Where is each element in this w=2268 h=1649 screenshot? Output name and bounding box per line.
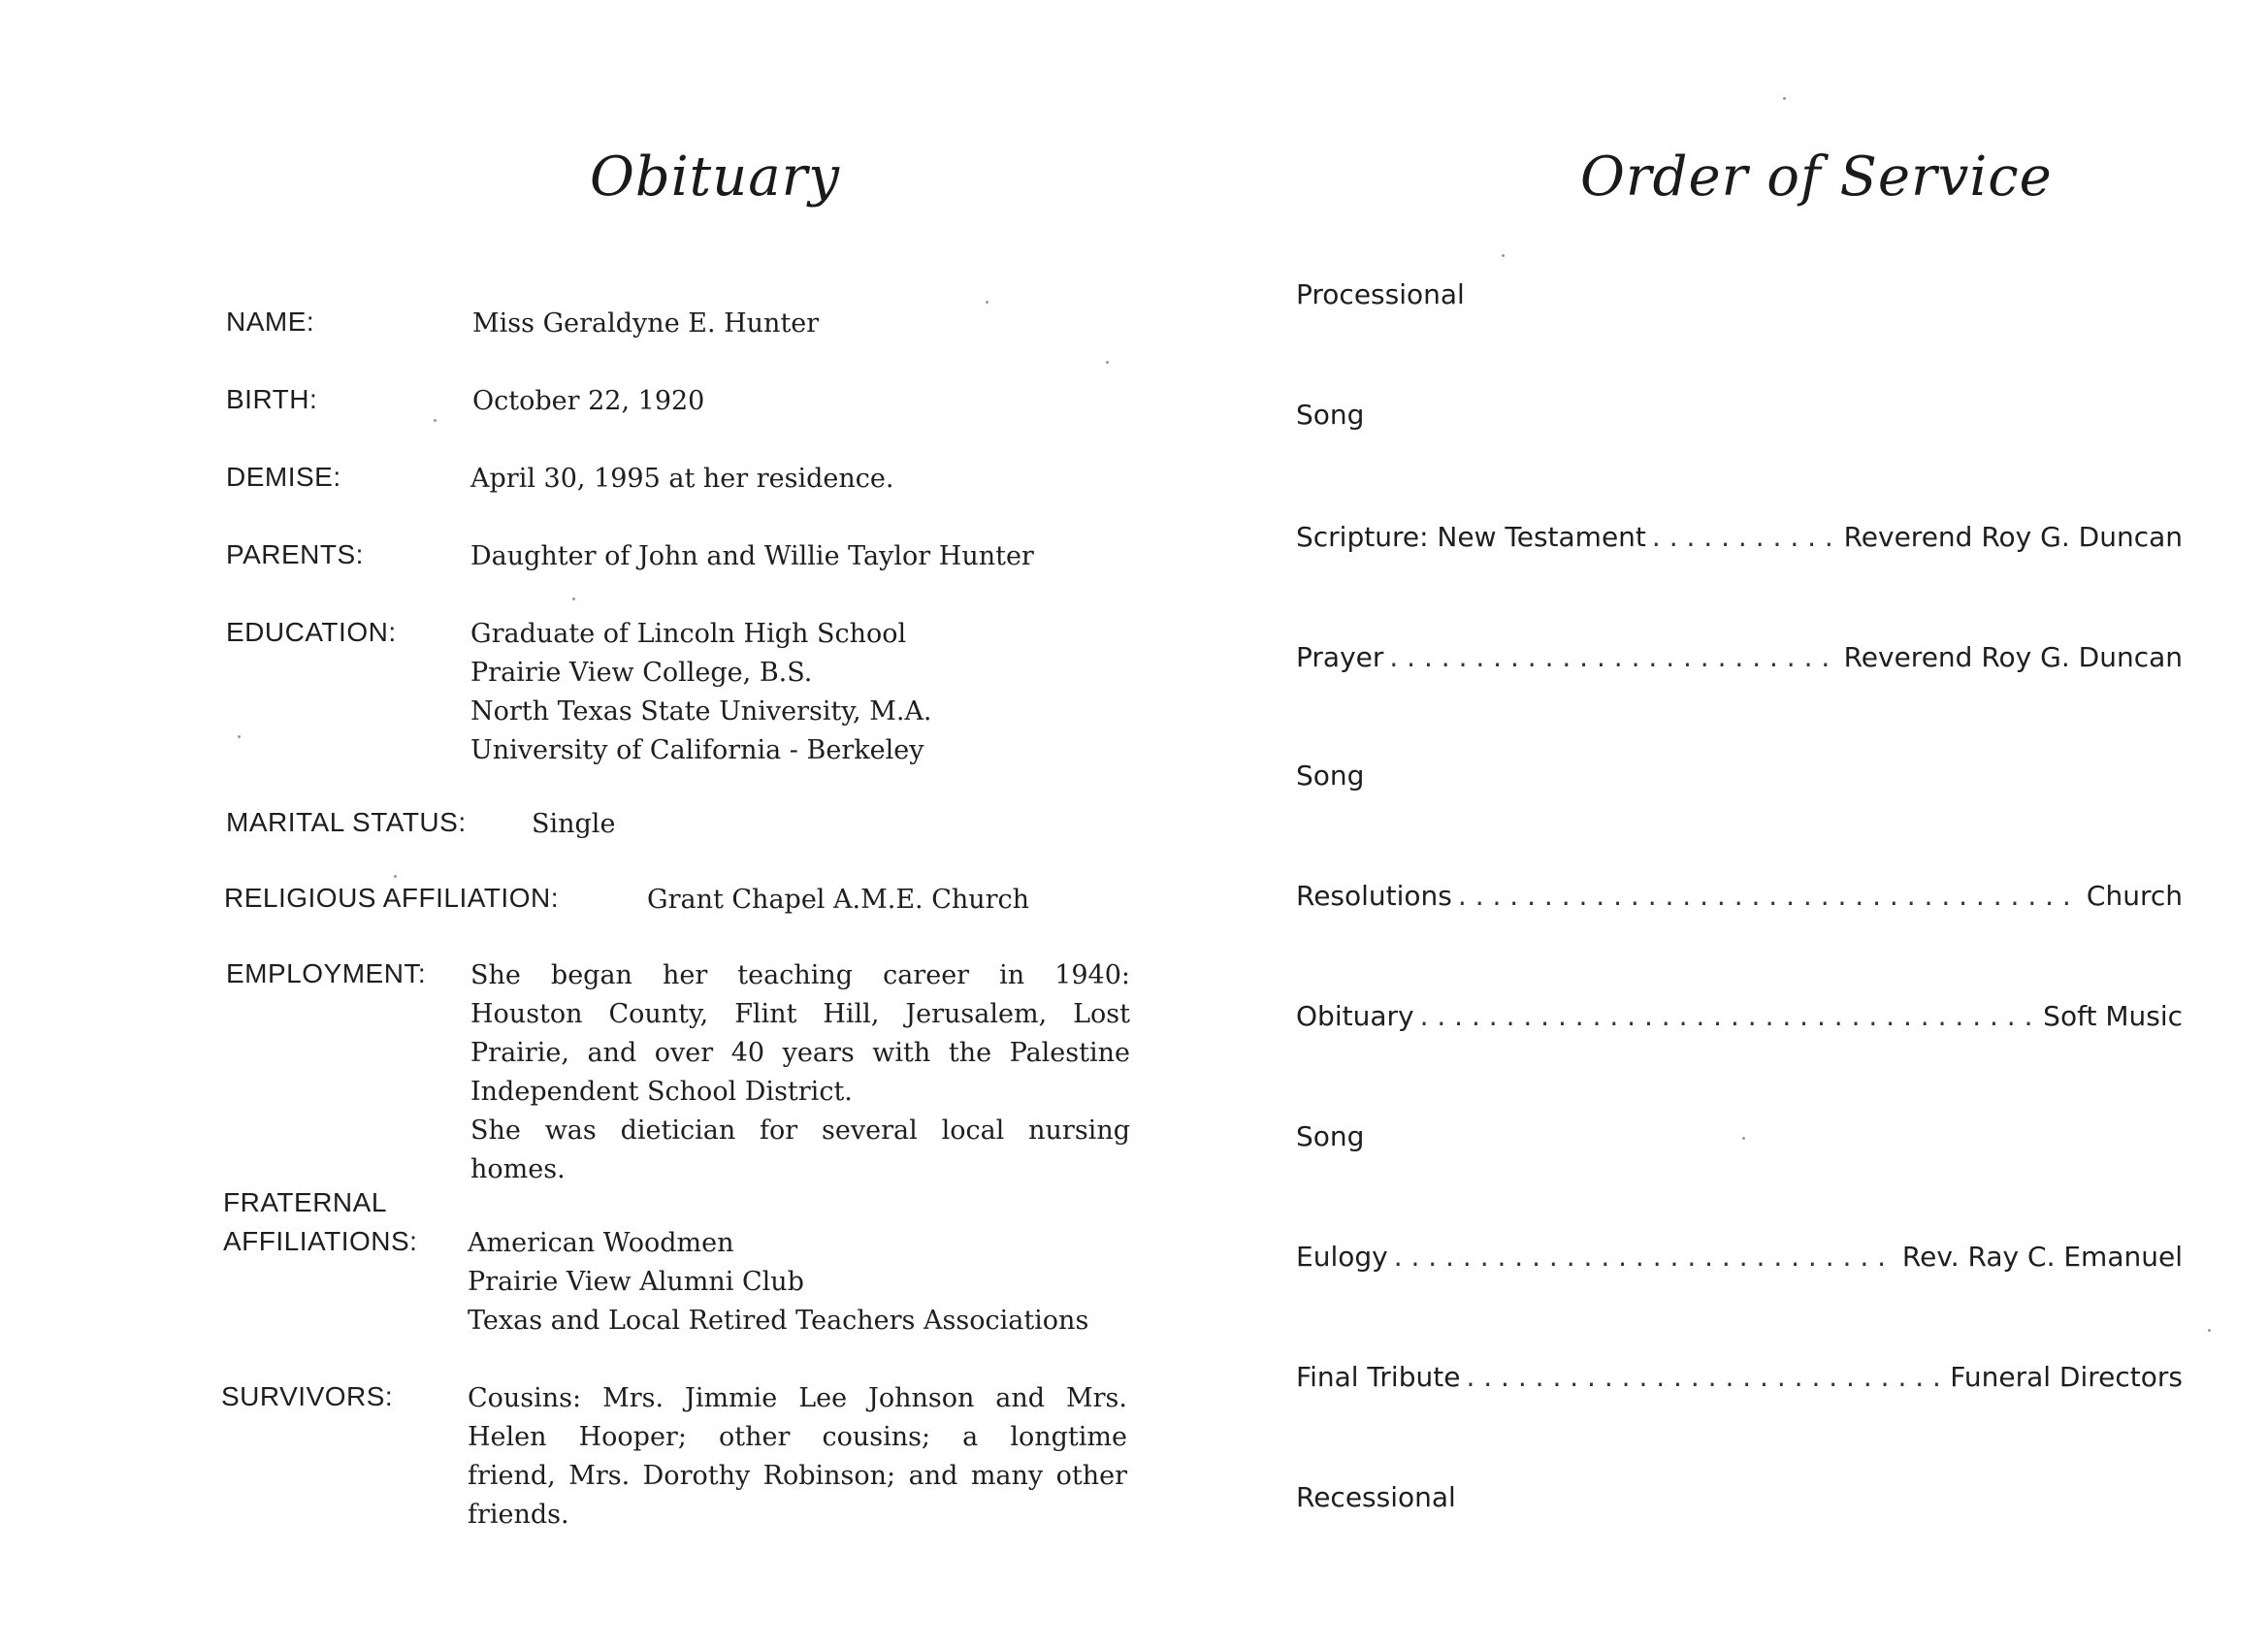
service-item: Song	[1296, 760, 1365, 792]
service-person: Reverend Roy G. Duncan	[1843, 521, 2183, 553]
survivors-line: friend, Mrs. Dorothy Robinson; and many other	[468, 1461, 1127, 1491]
service-item: Final Tribute	[1296, 1361, 1461, 1393]
education-label: EDUCATION:	[226, 617, 397, 647]
service-row-song	[1296, 1116, 2183, 1158]
service-person: Reverend Roy G. Duncan	[1843, 641, 2183, 673]
scan-speck	[986, 301, 988, 304]
birth-label: BIRTH:	[226, 384, 318, 414]
service-row-obituary	[1296, 995, 2183, 1038]
dot-leader	[1394, 1236, 1896, 1278]
service-row-resolutions	[1296, 875, 2183, 918]
service-row-recessional	[1296, 1476, 2183, 1519]
demise-label: DEMISE:	[226, 462, 341, 492]
parents-label: PARENTS:	[226, 539, 364, 569]
dot-leader	[1420, 995, 2038, 1038]
employment-line: Independent School District.	[470, 1077, 853, 1107]
fraternal-line: Texas and Local Retired Teachers Associations	[468, 1306, 1089, 1336]
order-of-service-title: Order of Service	[1580, 146, 2053, 209]
religious-affiliation-value: Grant Chapel A.M.E. Church	[647, 885, 1030, 915]
service-row-song	[1296, 755, 2183, 797]
scan-speck	[1502, 254, 1505, 257]
survivors-label: SURVIVORS:	[221, 1381, 394, 1411]
employment-line: Prairie, and over 40 years with the Palestine	[470, 1038, 1130, 1068]
demise-value: April 30, 1995 at her residence.	[470, 464, 894, 494]
employment-line: Houston County, Flint Hill, Jerusalem, Lost	[470, 999, 1130, 1029]
service-person: Rev. Ray C. Emanuel	[1901, 1241, 2183, 1273]
name-value: Miss Geraldyne E. Hunter	[472, 308, 820, 339]
service-row-final-tribute	[1296, 1356, 2183, 1399]
service-row-scripture	[1296, 516, 2183, 559]
marital-status-value: Single	[532, 809, 616, 839]
service-person: Soft Music	[2043, 1000, 2183, 1032]
employment-label: EMPLOYMENT:	[226, 958, 427, 988]
employment-line: She began her teaching career in 1940:	[470, 960, 1130, 990]
survivors-value	[468, 1379, 1127, 1535]
service-person: Church	[2086, 880, 2183, 912]
service-row-song	[1296, 394, 2183, 436]
order-of-service-section	[1134, 0, 2268, 1649]
marital-status-label: MARITAL STATUS:	[226, 807, 467, 837]
service-item: Song	[1296, 1120, 1365, 1152]
fraternal-label-line2: AFFILIATIONS:	[223, 1226, 418, 1256]
education-line: Prairie View College, B.S.	[470, 658, 813, 688]
dot-leader	[1652, 516, 1838, 559]
education-line: University of California - Berkeley	[470, 735, 924, 765]
employment-value	[470, 956, 1130, 1189]
service-row-processional	[1296, 274, 2183, 316]
scan-speck	[238, 735, 241, 738]
service-person: Funeral Directors	[1950, 1361, 2183, 1393]
fraternal-line: American Woodmen	[468, 1228, 734, 1258]
name-label: NAME:	[226, 307, 315, 337]
education-value	[470, 615, 932, 770]
fraternal-line: Prairie View Alumni Club	[468, 1267, 804, 1297]
survivors-line: friends.	[468, 1500, 569, 1530]
service-item: Prayer	[1296, 641, 1384, 673]
education-line: Graduate of Lincoln High School	[470, 619, 907, 649]
scan-speck	[1783, 97, 1786, 100]
dot-leader	[1458, 875, 2081, 918]
religious-affiliation-label: RELIGIOUS AFFILIATION:	[224, 883, 559, 913]
service-item: Scripture: New Testament	[1296, 521, 1646, 553]
service-item: Obituary	[1296, 1000, 1414, 1032]
scan-speck	[434, 419, 437, 422]
fraternal-label-line1: FRATERNAL	[223, 1187, 387, 1217]
service-item: Eulogy	[1296, 1241, 1388, 1273]
service-item: Processional	[1296, 278, 1465, 310]
obituary-title: Obituary	[590, 146, 841, 209]
survivors-line: Cousins: Mrs. Jimmie Lee Johnson and Mrs.	[468, 1383, 1127, 1413]
survivors-line: Helen Hooper; other cousins; a longtime	[468, 1422, 1127, 1452]
birth-value: October 22, 1920	[472, 386, 705, 416]
fraternal-affiliations-value	[468, 1224, 1088, 1341]
scan-speck	[2208, 1329, 2211, 1332]
service-item: Resolutions	[1296, 880, 1452, 912]
education-line: North Texas State University, M.A.	[470, 696, 932, 727]
service-item: Song	[1296, 399, 1365, 431]
scan-speck	[572, 598, 575, 600]
service-row-eulogy	[1296, 1236, 2183, 1278]
service-item: Recessional	[1296, 1481, 1456, 1513]
dot-leader	[1389, 636, 1837, 679]
parents-value: Daughter of John and Willie Taylor Hunter	[470, 541, 1034, 571]
dot-leader	[1466, 1356, 1944, 1399]
scan-speck	[394, 875, 397, 878]
employment-line: She was dietician for several local nursing homes.	[470, 1116, 1130, 1184]
service-row-prayer	[1296, 636, 2183, 679]
scan-speck	[1106, 361, 1109, 364]
scan-speck	[1742, 1137, 1745, 1140]
